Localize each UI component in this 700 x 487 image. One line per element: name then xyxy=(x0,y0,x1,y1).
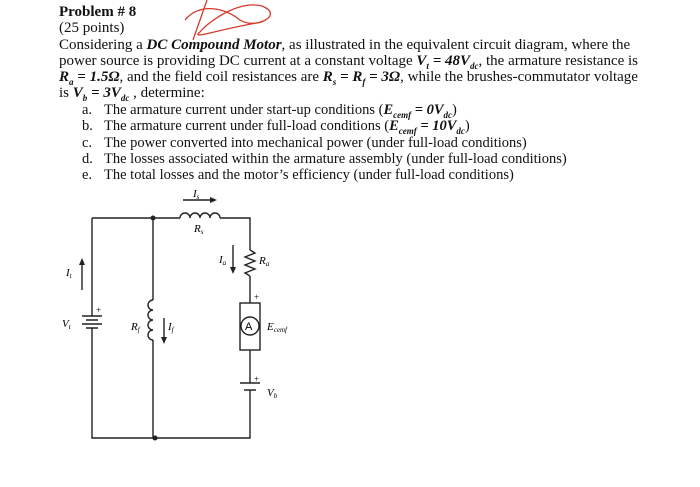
arrows xyxy=(82,200,233,340)
ecemf-label: Ecemf xyxy=(267,321,287,334)
is-label: Is xyxy=(193,188,200,201)
it-label: It xyxy=(66,267,72,280)
ra-label: Ra xyxy=(259,255,270,268)
rf-coil xyxy=(148,300,153,340)
item-c: c. The power converted into mechanical power (under full-load conditions) xyxy=(82,135,527,151)
vt-label: Vt xyxy=(62,318,71,331)
item-d: d. The losses associated within the armature assembly (under full-load conditions) xyxy=(82,151,567,167)
rs-label: Rs xyxy=(194,223,204,236)
plus-ecemf: + xyxy=(254,292,260,302)
intro-line-1: Considering a DC Compound Motor, as illustrated in the equivalent circuit diagram, where the xyxy=(59,37,631,53)
problem-title: Problem # 8 xyxy=(59,4,137,20)
vt-battery xyxy=(82,316,102,328)
rs-coil xyxy=(180,213,220,218)
item-a: a. The armature current under start-up conditions $(E_{cemf} = 0V_{dc})$ xyxy=(82,102,457,120)
ra-resistor xyxy=(245,250,255,276)
red-annotation-scribble xyxy=(185,0,270,40)
points: (25 points) xyxy=(59,20,125,36)
plus-vb: + xyxy=(254,374,260,384)
item-b: b. The armature current under full-load conditions $(E_{cemf} = 10V_{dc})$ xyxy=(82,118,470,136)
ia-label: Ia xyxy=(219,254,227,267)
rf-label: Rf xyxy=(131,321,140,334)
vb-battery xyxy=(240,383,260,390)
plus-vt: + xyxy=(96,305,102,315)
intro-line-3: $R_a = 1.5\Omega$, and the field coil resistances are $R_s = R_f = 3\Omega$, while the brushes-commutator voltage xyxy=(59,69,638,87)
intro-line-2: power source is providing DC current at a constant voltage $V_t = 48V_{dc}$, the armature resistance is xyxy=(59,53,639,71)
item-e: e. The total losses and the motor’s efficiency (under full-load conditions) xyxy=(82,167,514,183)
vb-label: Vb xyxy=(267,387,278,400)
armature-label: A xyxy=(245,321,253,333)
intro-line-4: is $V_b = 3V_{dc}$ , determine: xyxy=(59,85,205,103)
if-label: If xyxy=(168,321,174,334)
